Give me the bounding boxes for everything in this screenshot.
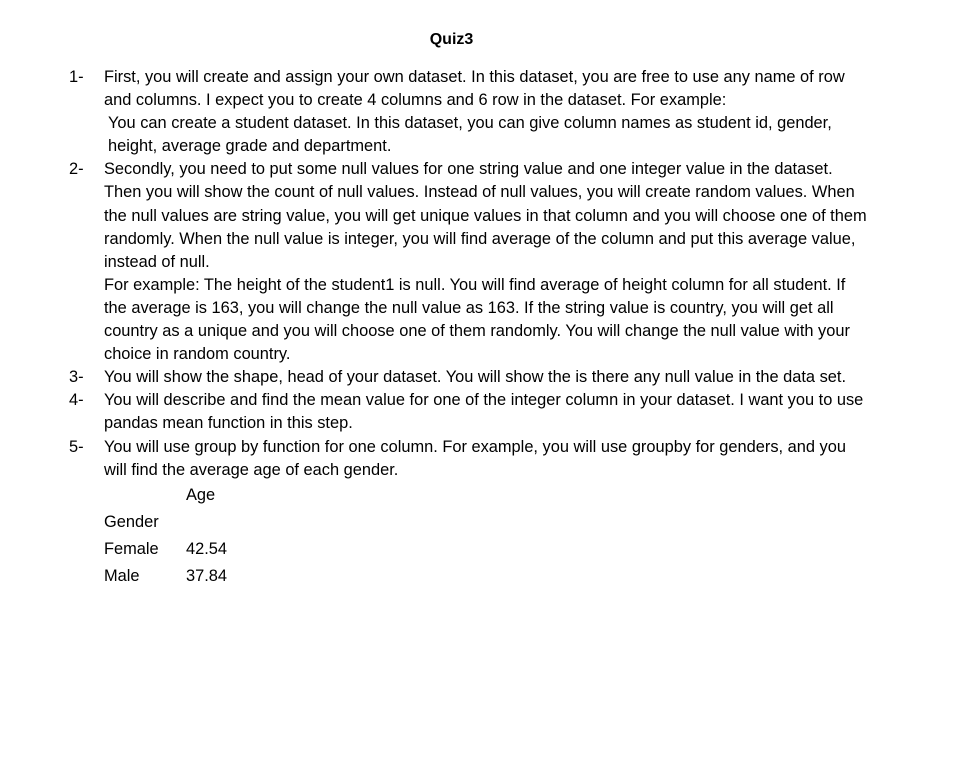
item-text: You will use group by function for one column. For example, you will use groupby for genders, and you will find the average age of each gender. <box>104 437 846 479</box>
list-item-5 <box>69 436 869 590</box>
table-row <box>104 536 266 563</box>
table-column-header: Age <box>186 485 216 504</box>
table-header-row <box>104 482 266 509</box>
item-number: 2- <box>69 160 84 179</box>
item-number: 1- <box>69 68 84 86</box>
table-index-row <box>104 509 266 536</box>
item-text: You will describe and find the mean value for one of the integer column in your dataset. I want you to use pandas mean function in this step. <box>104 391 864 433</box>
table-corner-cell <box>104 482 186 509</box>
question-list <box>69 66 869 590</box>
item-text: First, you will create and assign your own dataset. In this dataset, you are free to use any name of row and columns. I expect you to create 4 columns and 6 row in the dataset. For example: <box>104 68 845 110</box>
table-row <box>104 563 266 590</box>
list-item-3 <box>69 366 869 389</box>
list-item-4 <box>69 389 869 435</box>
item-number: 4- <box>69 391 84 410</box>
table-row-label: Female <box>104 539 159 558</box>
page-title: Quiz3 <box>429 31 474 48</box>
item-text: Secondly, you need to put some null values for one string value and one integer value in the dataset. Then you will show the count of null values. Instead of null values, you will create random values. When the null values are string value, you will get unique values in that column and you will choose one of them randomly. When the null value is integer, you will find average of the column and put this average value, instead of null. <box>104 160 867 271</box>
table-empty-cell <box>186 509 266 536</box>
list-item-2 <box>69 158 869 366</box>
table-row-label: Male <box>104 566 140 585</box>
table-row-value: 37.84 <box>186 566 228 585</box>
item-example-text: You can create a student dataset. In this dataset, you can give column names as student id, gender, height, average grade and department. <box>108 114 832 156</box>
table-index-name: Gender <box>104 512 159 531</box>
table-row-value: 42.54 <box>186 539 228 558</box>
item-number: 5- <box>69 437 84 456</box>
item-example-text: For example: The height of the student1 is null. You will find average of height column for all student. If the average is 163, you will change the null value as 163. If the string value is country, you will get all country as a unique and you will choose one of them randomly. You will change the null value with your choice in random country. <box>104 275 850 364</box>
list-item-1 <box>69 66 869 158</box>
groupby-example-table <box>104 482 266 590</box>
item-text: You will show the shape, head of your dataset. You will show the is there any null value in the data set. <box>104 368 847 387</box>
item-number: 3- <box>69 368 84 387</box>
